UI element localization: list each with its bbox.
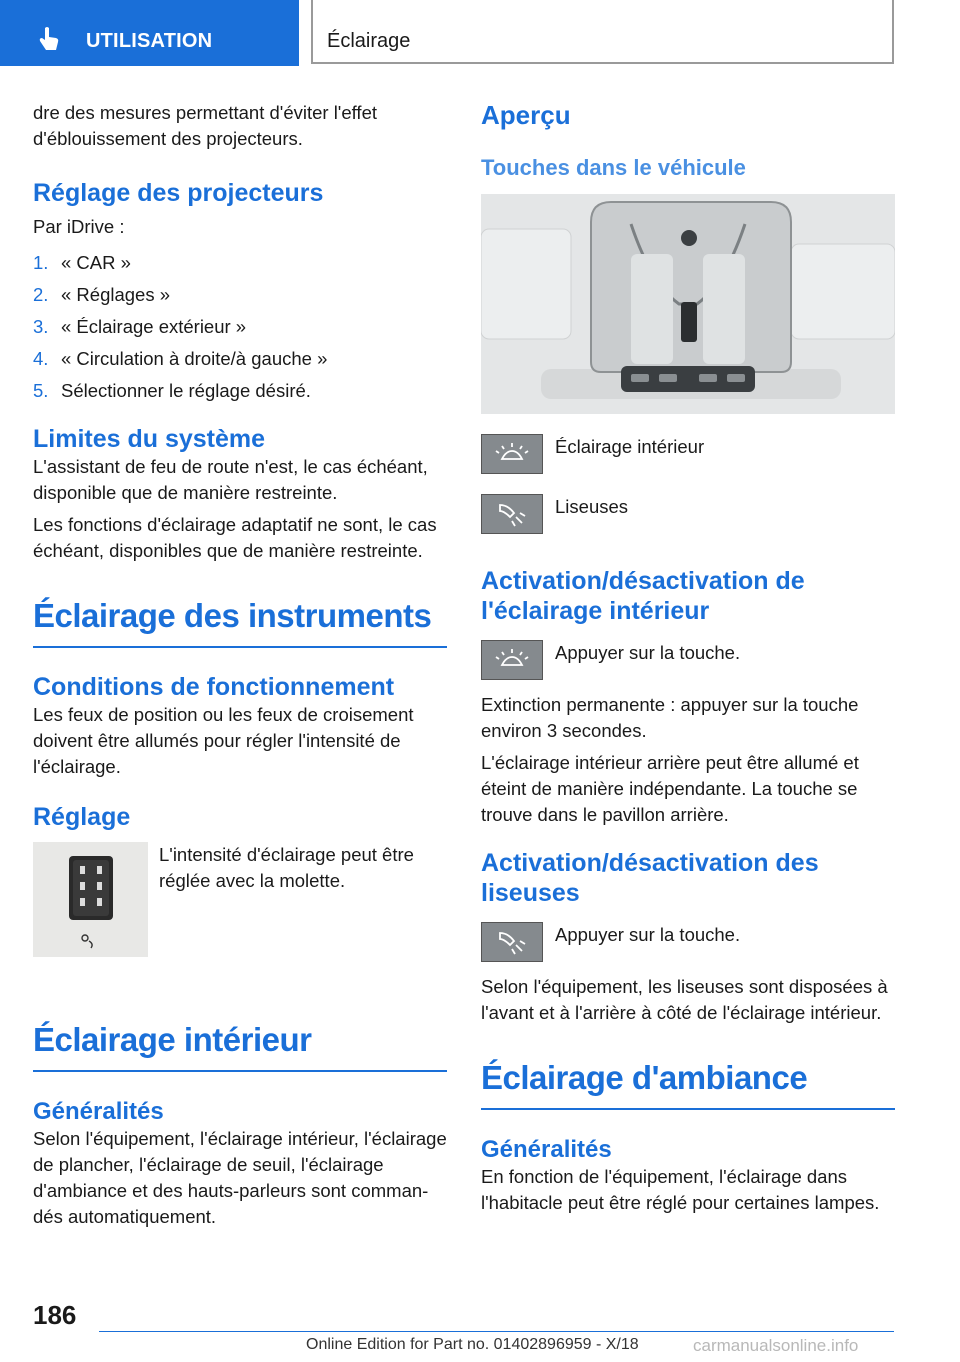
- list-item: 3. « Éclairage extérieur »: [33, 316, 247, 337]
- intro-paragraph: dre des mesures permettant d'éviter l'effet d'éblouissement des projecteurs.: [33, 102, 378, 149]
- legend-label: Éclairage intérieur: [555, 436, 705, 457]
- list-item: 4. « Circulation à droite/à gauche »: [33, 348, 328, 369]
- legend-row: [481, 494, 895, 544]
- list-item: 2. « Réglages »: [33, 284, 171, 305]
- limites-p2: Les fonctions d'éclairage adaptatif ne sont, le cas échéant, disponibles que de manière restreinte.: [33, 514, 437, 561]
- heading-ambiance: Éclairage d'ambiance: [481, 1059, 808, 1096]
- limites-p1: L'assistant de feu de route n'est, le cas échéant, disponible que de manière restreinte.: [33, 456, 428, 503]
- action-row: [481, 922, 895, 972]
- heading-conditions: Conditions de fonctionnement: [33, 673, 395, 701]
- edition-text: Online Edition for Part no. 01402896959 - X/18: [306, 1336, 639, 1353]
- generalites-text: Selon l'équipement, l'éclairage intérieur, l'éclairage de plancher, l'éclairage de seuil, l'éclairage d'ambiance et des hauts-parleurs sont commandés automatiquement.: [33, 1128, 447, 1227]
- section-label: UTILISATION: [86, 30, 213, 52]
- overhead-console-photo: [481, 194, 895, 414]
- section-tab: [0, 0, 299, 66]
- heading-generalites: Généralités: [33, 1098, 164, 1125]
- right-column: [481, 100, 895, 1222]
- heading-generalites: Généralités: [481, 1136, 612, 1163]
- topic-header: [311, 0, 894, 64]
- heading-reglage-projecteurs: Réglage des projecteurs: [33, 179, 324, 207]
- heading-rule: [481, 1108, 895, 1110]
- action-text: Appuyer sur la touche.: [555, 924, 741, 945]
- legend-row: [481, 434, 895, 484]
- heading-reglage: Réglage: [33, 803, 131, 831]
- overhead-console-icon: [481, 194, 895, 414]
- interior-light-button-image: [481, 640, 543, 680]
- liseuses-p1: Selon l'équipement, les liseuses sont disposées à l'avant et à l'arrière à côté de l'éclairage intérieur.: [481, 976, 888, 1023]
- ambiance-text: En fonction de l'équipement, l'éclairage dans l'habitacle peut être réglé pour certaines lampes.: [481, 1166, 880, 1213]
- list-item: 5. Sélectionner le réglage désiré.: [33, 380, 311, 401]
- lead-text: Par iDrive :: [33, 216, 125, 237]
- reglage-block: [33, 842, 447, 992]
- reglage-text: L'intensité d'éclairage peut être réglée avec la molette.: [159, 844, 414, 891]
- heading-interieur: Éclairage intérieur: [33, 1021, 312, 1058]
- reading-light-button-image: [481, 494, 543, 534]
- reading-light-icon: [482, 923, 542, 961]
- action-text: Appuyer sur la touche.: [555, 642, 741, 663]
- activation-p1: Extinction permanente : appuyer sur la touche environ 3 secondes.: [481, 694, 859, 741]
- steps-list: [33, 250, 447, 404]
- watermark: carmanualsonline.info: [693, 1336, 859, 1355]
- legend-label: Liseuses: [555, 496, 629, 517]
- topic-title: Éclairage: [327, 30, 411, 52]
- heading-activation-liseuses: Activation/désactivation des liseuses: [481, 849, 819, 907]
- hand-pointer-icon: [38, 26, 60, 52]
- reading-light-icon: [482, 495, 542, 533]
- footer-rule: [99, 1331, 894, 1332]
- action-row: [481, 640, 895, 690]
- reading-light-button-image: [481, 922, 543, 962]
- list-item: 1. « CAR »: [33, 252, 131, 273]
- heading-instruments: Éclairage des instruments: [33, 597, 432, 634]
- page-number: 186: [33, 1300, 77, 1330]
- thumbwheel-icon: [33, 842, 148, 957]
- interior-light-icon: [482, 435, 542, 473]
- heading-apercu: Aperçu: [481, 100, 571, 130]
- heading-rule: [33, 646, 447, 648]
- conditions-text: Les feux de position ou les feux de croisement doivent être allumés pour régler l'intensité de l'éclairage.: [33, 704, 414, 777]
- heading-rule: [33, 1070, 447, 1072]
- thumbwheel-image: [33, 842, 148, 957]
- interior-light-icon: [482, 641, 542, 679]
- heading-touches: Touches dans le véhicule: [481, 155, 746, 180]
- activation-p2: L'éclairage intérieur arrière peut être allumé et éteint de manière indépendante. La touche se trouve dans le pavillon arrière.: [481, 752, 859, 825]
- left-column: [33, 100, 447, 1236]
- interior-light-button-image: [481, 434, 543, 474]
- heading-limites: Limites du système: [33, 425, 266, 453]
- heading-activation-interieur: Activation/désactivation de l'éclairage intérieur: [481, 567, 805, 625]
